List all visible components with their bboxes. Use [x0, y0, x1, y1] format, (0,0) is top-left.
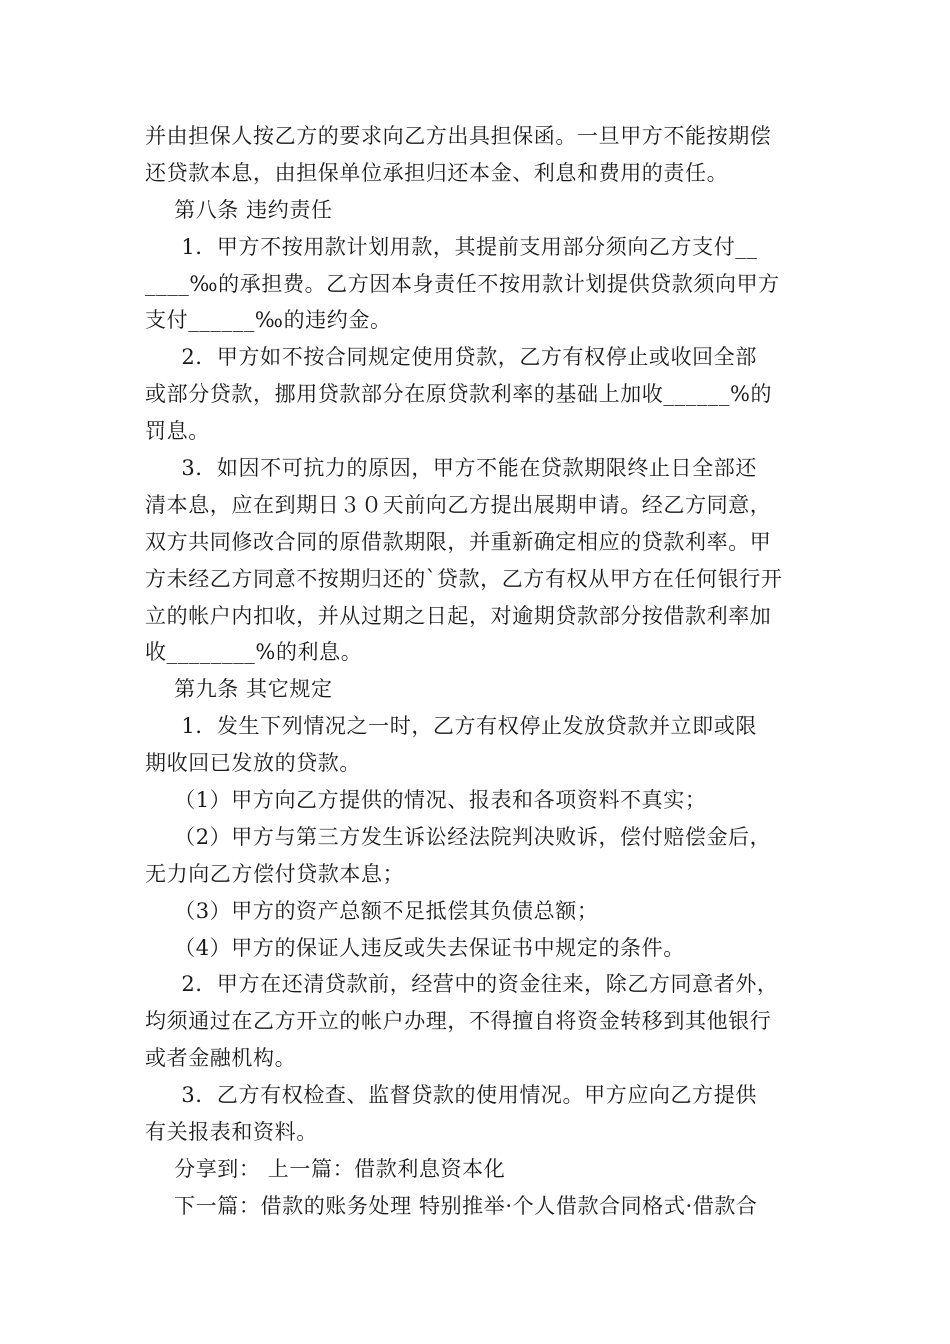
text-line: （2）甲方与第三方发生诉讼经法院判决败诉，偿付赔偿金后， — [145, 824, 772, 849]
text-line: （1）甲方向乙方提供的情况、报表和各项资料不真实； — [145, 788, 707, 813]
text-line: 有关报表和资料。 — [145, 1120, 318, 1145]
text-line: 并由担保人按乙方的要求向乙方出具担保函。一旦甲方不能按期偿 — [145, 124, 772, 148]
text-line: 罚息。 — [145, 419, 210, 444]
text-line: 立的帐户内扣收，并从过期之日起，对逾期贷款部分按借款利率加 — [145, 603, 772, 628]
section-heading: 第八条 违约责任 — [145, 197, 333, 222]
text-line: 3．如因不可抗力的原因，甲方不能在贷款期限终止日全部还 — [145, 456, 757, 481]
text-line: 3．乙方有权检查、监督贷款的使用情况。甲方应向乙方提供 — [145, 1083, 757, 1108]
text-line: ____‰的承担费。乙方因本身责任不按用款计划提供贷款须向甲方 — [145, 271, 780, 296]
text-line: 收________%的利息。 — [145, 640, 363, 665]
text-line: 2．甲方如不按合同规定使用贷款，乙方有权停止或收回全部 — [145, 345, 757, 370]
text-line: 无力向乙方偿付贷款本息； — [145, 861, 405, 886]
text-line: 清本息，应在到期日３０天前向乙方提出展期申请。经乙方同意， — [145, 492, 772, 517]
text-line: 期收回已发放的贷款。 — [145, 751, 361, 776]
text-line: 支付______‰的违约金。 — [145, 308, 392, 333]
text-line: 1．发生下列情况之一时，乙方有权停止发放贷款并立即或限 — [145, 714, 757, 739]
text-line: 或部分贷款，挪用贷款部分在原贷款利率的基础上加收______%的 — [145, 382, 773, 407]
document-body — [145, 118, 825, 1225]
text-line: 或者金融机构。 — [145, 1046, 297, 1071]
text-line: 还贷款本息，由担保单位承担归还本金、利息和费用的责任。 — [145, 160, 729, 185]
next-article-line: 下一篇：借款的账务处理 特别推举·个人借款合同格式·借款合 — [145, 1193, 758, 1218]
text-line: 双方共同修改合同的原借款期限，并重新确定相应的贷款利率。甲 — [145, 529, 772, 554]
text-line: （4）甲方的保证人违反或失去保证书中规定的条件。 — [145, 935, 685, 960]
text-line: 方未经乙方同意不按期归还的`贷款，乙方有权从甲方在任何银行开 — [145, 566, 783, 591]
text-line: （3）甲方的资产总额不足抵偿其负债总额； — [145, 898, 599, 923]
text-line: 1．甲方不按用款计划用款，其提前支用部分须向乙方支付__ — [145, 234, 758, 259]
text-line: 2．甲方在还清贷款前，经营中的资金往来，除乙方同意者外， — [145, 972, 779, 997]
text-line: 均须通过在乙方开立的帐户办理，不得擅自将资金转移到其他银行 — [145, 1009, 772, 1034]
section-heading: 第九条 其它规定 — [145, 677, 333, 702]
share-line: 分享到： 上一篇：借款利息资本化 — [145, 1156, 506, 1181]
